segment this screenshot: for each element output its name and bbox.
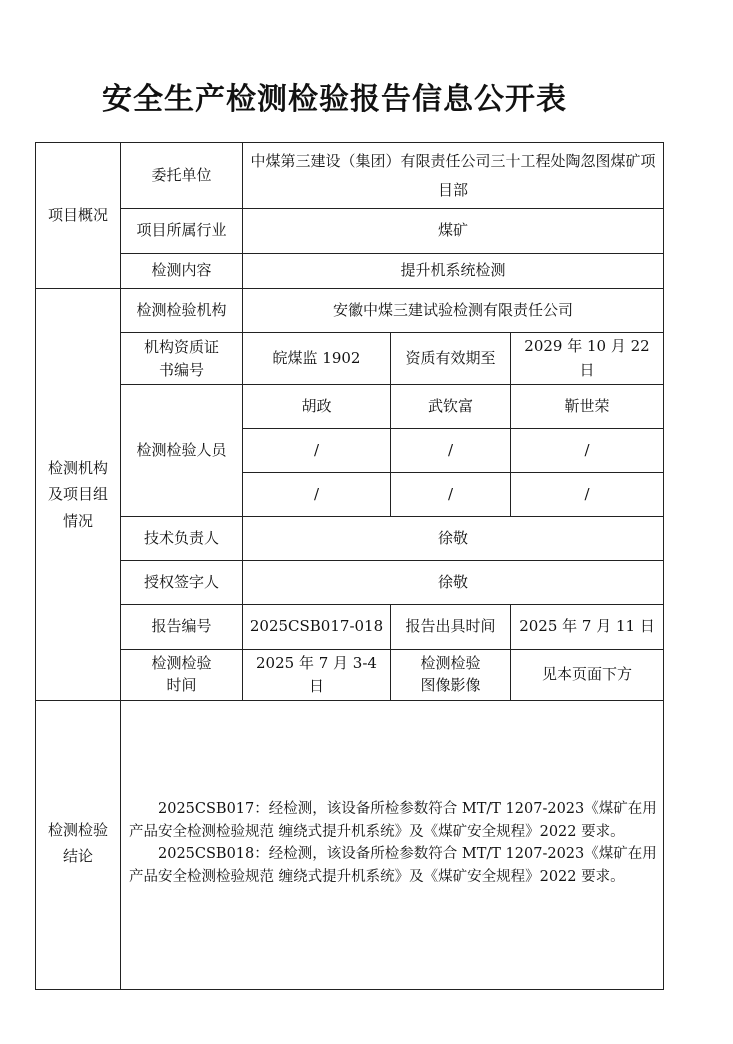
- staff-cell: /: [391, 429, 511, 473]
- staff-cell: /: [511, 429, 664, 473]
- test-time-label: [121, 650, 243, 701]
- client-label: 委托单位: [121, 143, 243, 209]
- report-no-label: 报告编号: [121, 605, 243, 650]
- industry-label: 项目所属行业: [121, 209, 243, 254]
- report-no-value: 2025CSB017-018: [243, 605, 391, 650]
- table-row: [36, 289, 664, 333]
- conclusion-paragraph: 2025CSB018：经检测，该设备所检参数符合 MT/T 1207-2023《煤矿在用产品安全检测检验规范 缠绕式提升机系统》及《煤矿安全规程》2022 要求。: [129, 846, 657, 885]
- staff-label: 检测检验人员: [121, 385, 243, 517]
- section-label-conclusion-text: 检测检验结论: [47, 821, 108, 866]
- content-label: 检测内容: [121, 254, 243, 289]
- validity-value: 2029 年 10 月 22 日: [511, 333, 664, 385]
- tech-lead-label: 技术负责人: [121, 517, 243, 561]
- industry-value: 煤矿: [243, 209, 664, 254]
- image-label-text: 检测检验图像影像: [420, 654, 481, 694]
- table-row: [36, 605, 664, 650]
- tech-lead-value: 徐敬: [243, 517, 664, 561]
- table-row: [36, 143, 664, 209]
- client-value: 中煤第三建设（集团）有限责任公司三十工程处陶忽图煤矿项目部: [243, 143, 664, 209]
- page-title: 安全生产检测检验报告信息公开表: [102, 82, 567, 117]
- cert-label-text: 机构资质证书编号: [143, 338, 219, 379]
- content-value: 提升机系统检测: [243, 254, 664, 289]
- staff-cell: /: [243, 473, 391, 517]
- table-row: [36, 561, 664, 605]
- table-row: [36, 650, 664, 701]
- staff-cell: 武钦富: [391, 385, 511, 429]
- validity-label: 资质有效期至: [391, 333, 511, 385]
- issue-date-label: 报告出具时间: [391, 605, 511, 650]
- test-time-label-text: 检测检验时间: [151, 654, 212, 694]
- conclusion-table: [35, 698, 664, 990]
- table-row: [36, 254, 664, 289]
- section-label-project: 项目概况: [36, 143, 121, 289]
- org-label: 检测检验机构: [121, 289, 243, 333]
- staff-cell: 靳世荣: [511, 385, 664, 429]
- signer-value: 徐敬: [243, 561, 664, 605]
- cert-label: [121, 333, 243, 385]
- cert-value: 皖煤监 1902: [243, 333, 391, 385]
- conclusion-text: [121, 698, 664, 989]
- section-label-agency: [36, 289, 121, 701]
- report-table: [35, 142, 664, 701]
- staff-cell: /: [243, 429, 391, 473]
- issue-date-value: 2025 年 7 月 11 日: [511, 605, 664, 650]
- table-row: [36, 385, 664, 429]
- org-value: 安徽中煤三建试验检测有限责任公司: [243, 289, 664, 333]
- staff-cell: 胡政: [243, 385, 391, 429]
- staff-cell: /: [511, 473, 664, 517]
- table-row: [36, 209, 664, 254]
- table-row: [36, 333, 664, 385]
- table-row: [36, 517, 664, 561]
- image-value: 见本页面下方: [511, 650, 664, 701]
- signer-label: 授权签字人: [121, 561, 243, 605]
- conclusion-paragraph: 2025CSB017：经检测，该设备所检参数符合 MT/T 1207-2023《煤矿在用产品安全检测检验规范 缠绕式提升机系统》及《煤矿安全规程》2022 要求。: [129, 801, 657, 840]
- staff-cell: /: [391, 473, 511, 517]
- section-label-conclusion: [36, 698, 121, 989]
- test-time-value: 2025 年 7 月 3-4 日: [243, 650, 391, 701]
- table-row: [36, 698, 664, 989]
- section-label-agency-text: 检测机构及项目组情况: [47, 459, 108, 530]
- image-label: [391, 650, 511, 701]
